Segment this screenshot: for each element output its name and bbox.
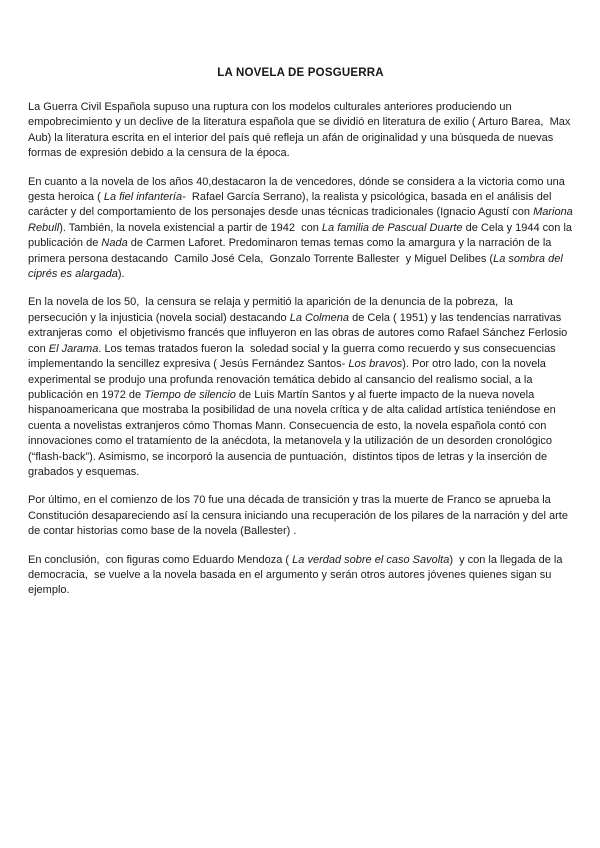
text-run: En conclusión, con figuras como Eduardo Mendoza ( xyxy=(28,553,293,566)
italic-text-run: La Colmena xyxy=(289,311,350,324)
paragraph xyxy=(28,175,576,283)
text-run: de Luis Martín Santos y al fuerte impacto de la nueva novela hispanoamericana que mostraba la posibilidad de una novela crítica y de alta calidad artística teniéndose en cuenta a novelistas extranjeros cómo Thomas Mann. Consecuencia de esto, la novela española contó con innovaciones como el tratamiento de la anécdota, la metanovela y la utilización de un desorden cronológico (“flash-back”). Asimismo, se incorporó la ausencia de puntuación, distintos tipos de letras y la inserción de grabados y esquemas. xyxy=(28,388,559,478)
italic-text-run: La sombra del ciprés es alargada xyxy=(28,252,566,281)
document-title: LA NOVELA DE POSGUERRA xyxy=(217,67,384,79)
paragraph xyxy=(28,493,573,539)
text-run: de Carmen Laforet. Predominaron temas temas como la amargura y la narración de la primera persona destacando Camilo José Cela, Gonzalo Torrente Ballester y Miguel Delibes ( xyxy=(28,237,555,265)
italic-text-run: Mariona Rebull xyxy=(28,206,576,234)
text-run: ) y con la llegada de la democracia, se vuelve a la novela basada en el argumento y serán otros autores jóvenes quienes sigan su ejemplo. xyxy=(28,553,566,597)
text-run: La Guerra Civil Española supuso una ruptura con los modelos culturales anteriores produciendo un empobrecimiento y un declive de la literatura española que se dividió en literatura de exilio ( Arturo Barea, Max Aub) la literatura escrita en el interior del país qué refleja un afán de originalidad y una búsqueda de nuevas formas de expresión debido a la censura de la época. xyxy=(28,101,573,160)
text-run: ). También, la novela existencial a partir de 1942 con xyxy=(59,221,322,234)
paragraph xyxy=(28,100,573,162)
text-run: . Los temas tratados fueron la soledad social y la guerra como recuerdo y sus consecuencias implementando la sencillez expresiva ( Jesús Fernández Santos- xyxy=(28,342,559,371)
italic-text-run: La fiel infantería- xyxy=(103,191,186,204)
text-run: En cuanto a la novela de los años 40,destacaron la de vencedores, dónde se considera a la victoria como una gesta heroica ( xyxy=(28,175,568,204)
text-run: de Cela ( 1951) y las tendencias narrativas extranjeras como el objetivismo francés que influyeron en las obras de autores como Rafael Sánchez Ferlosio con xyxy=(28,311,571,355)
text-run: En la novela de los 50, la censura se relaja y permitió la aparición de la denuncia de la pobreza, la persecución y la injusticia (novela social) destacando xyxy=(28,296,516,324)
text-run: Rafael García Serrano), la realista y psicológica, basada en el análisis del carácter y del comportamiento de los personajes desde unas técnicas tradicionales (Ignacio Agustí con xyxy=(28,191,555,219)
italic-text-run: La verdad sobre el caso Savolta xyxy=(292,553,450,566)
text-run: de Cela y 1944 con la publicación de xyxy=(28,221,576,250)
paragraph xyxy=(28,553,573,599)
paragraph xyxy=(28,295,573,480)
text-run: Por último, en el comienzo de los 70 fue una década de transición y tras la muerte de Franco se aprueba la Constitución desapareciendo así la censura iniciando una recuperación de los pilares de la narración y del arte de contar historias como base de la novela (Ballester) . xyxy=(28,494,572,538)
text-run: ). xyxy=(117,268,125,281)
italic-text-run: Tiempo de silencio xyxy=(144,388,236,401)
document-body xyxy=(28,100,576,599)
italic-text-run: El Jarama xyxy=(48,342,99,355)
italic-text-run: Los bravos xyxy=(348,358,403,371)
text-run: ). Por otro lado, con la novela experimental se produjo una profunda renovación temática debido al cansancio del realismo social, a la publicación en 1972 de xyxy=(28,358,549,401)
italic-text-run: La familia de Pascual Duarte xyxy=(321,221,463,234)
italic-text-run: Nada xyxy=(101,237,128,250)
